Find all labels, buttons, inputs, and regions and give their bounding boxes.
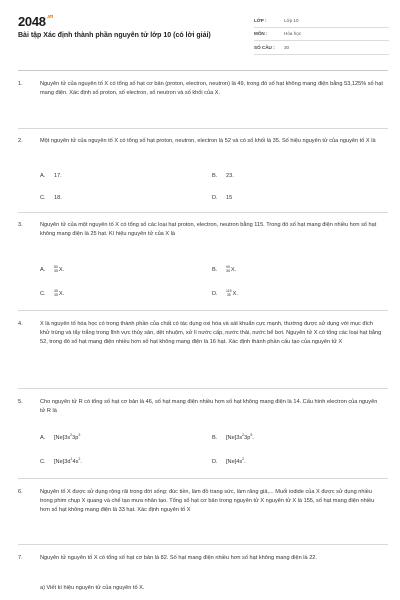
meta-key: MÔN : <box>254 31 268 37</box>
option-c[interactable]: C. 45 35 X. <box>40 289 65 298</box>
meta-table <box>254 14 389 55</box>
question-text: Nguyên tử của một nguyên tố X có tổng số các loại hạt proton, electron, neutron bằng 115. Trong đó số hạt mang điện nhiều hơn số hạt không mang điện là 25 hạt. Kí hiệu nguyên tử của X là <box>40 222 377 237</box>
question-text: Nguyên tử nguyên tố X có tổng số hạt cơ bản là 82. Số hạt mang điện nhiều hơn số hạt không mang điện là 22. <box>40 555 317 561</box>
meta-value[interactable]: Lớp 10 <box>284 17 299 23</box>
meta-key: SỐ CÂU : <box>254 44 275 50</box>
isotope-notation: 90 35 <box>226 265 230 273</box>
divider <box>18 310 388 311</box>
question-text: Nguyên tử của nguyên tố X có tổng số hạt cơ bản (proton, electron, neutron) là 49, trong đó số hạt không mang điện bằng 53,125% số hạt mang điện. Xác định số proton, số electron, số neutron và số khối của X. <box>40 81 383 96</box>
option-d[interactable]: D. 15 <box>212 195 233 201</box>
question-1 <box>18 80 388 116</box>
question-7 <box>18 554 388 598</box>
meta-row-count <box>254 41 389 55</box>
question-subpart: a) Viết kí hiệu nguyên tử của nguyên tố X. <box>40 585 145 591</box>
divider <box>18 212 388 213</box>
meta-row-grade <box>254 14 389 28</box>
question-number: 5. <box>18 399 23 405</box>
meta-value: 30 <box>284 44 290 50</box>
question-6 <box>18 488 388 528</box>
option-a[interactable]: A. 17. <box>40 173 62 179</box>
divider <box>18 128 388 129</box>
option-b[interactable]: B. 90 35 X. <box>212 265 237 274</box>
option-d[interactable]: D. $[Ne]4s^2$. <box>212 457 246 465</box>
question-5 <box>18 398 388 418</box>
question-text: Một nguyên tử của nguyên tố X có tổng số hạt proton, neutron, electron là 52 và có số khối là 35. Số hiệu nguyên tử của nguyên tố X là <box>40 138 376 144</box>
question-4 <box>18 320 388 374</box>
divider <box>18 544 388 545</box>
option-a[interactable]: A. 80 35 X. <box>40 265 65 274</box>
option-c[interactable]: C. 18. <box>40 195 62 201</box>
question-text: Cho nguyên tử R có tổng số hạt cơ bản là 46, số hạt mang điện nhiều hơn số hạt không mang điện là 14. Cấu hình electron của nguyên tử R là <box>40 399 378 414</box>
divider <box>18 478 388 479</box>
isotope-notation: 80 35 <box>54 265 58 273</box>
option-b[interactable]: B. $[Ne]3s^23p^5$. <box>212 433 254 441</box>
question-number: 7. <box>18 555 23 561</box>
meta-key: LỚP : <box>254 17 267 23</box>
question-number: 1. <box>18 81 23 87</box>
question-number: 2. <box>18 138 23 144</box>
isotope-notation: 115 35 <box>226 289 232 297</box>
isotope-notation: 45 35 <box>54 289 58 297</box>
site-logo[interactable]: $2048^{.vn}$ <box>18 14 54 29</box>
question-3 <box>18 221 388 251</box>
option-c[interactable]: C. $[Ne]3d^14s^2$. <box>40 457 82 465</box>
question-text: X là nguyên tố hóa học có trong thành phần của chất có tác dụng oxi hóa và sát khuẩn cực mạnh, thường được sử dụng với mục đích khử trùng và tẩy trắng trong lĩnh vực thủy sản, dệt nhuộm, xử lí nước cấp, nước thải, nước bể bơi. Nguyên tử X có tổng các loại hạt bằng 52, trong đó số hạt mang điện nhiều hơn số hạt không mang điện là 16 hạt. Xác định thành phần cấu tạo của nguyên tử X <box>40 321 382 345</box>
meta-row-subject <box>254 28 389 42</box>
question-number: 3. <box>18 222 23 228</box>
header-divider <box>18 70 388 71</box>
question-number: 4. <box>18 321 23 327</box>
meta-value[interactable]: Hóa học <box>284 31 302 37</box>
option-b[interactable]: B. 23. <box>212 173 234 179</box>
header <box>18 14 388 72</box>
divider <box>18 388 388 389</box>
page-title: Bài tập Xác định thành phần nguyên tử lớp 10 (có lời giải) <box>18 32 211 39</box>
option-a[interactable]: A. $[Ne]3s^23p^3$ <box>40 433 81 441</box>
question-2 <box>18 137 388 157</box>
question-text: Nguyên tố X được sử dụng rộng rãi trong đời sống: đúc tiền, làm đồ trang sức, làm răng giả,... Muối iodide của X được sử dụng nhiều trong phim chụp X quang và chế tạo mưa nhân tạo. Tổng số hạt cơ bản trong nguyên tử X nguyên tử X là 155, số hạt mang điện nhiều hơn số hạt không mang điện là 33 hạt. Xác định nguyên tố X <box>40 489 375 513</box>
option-d[interactable]: D. 115 35 X. <box>212 289 238 298</box>
question-number: 6. <box>18 489 23 495</box>
